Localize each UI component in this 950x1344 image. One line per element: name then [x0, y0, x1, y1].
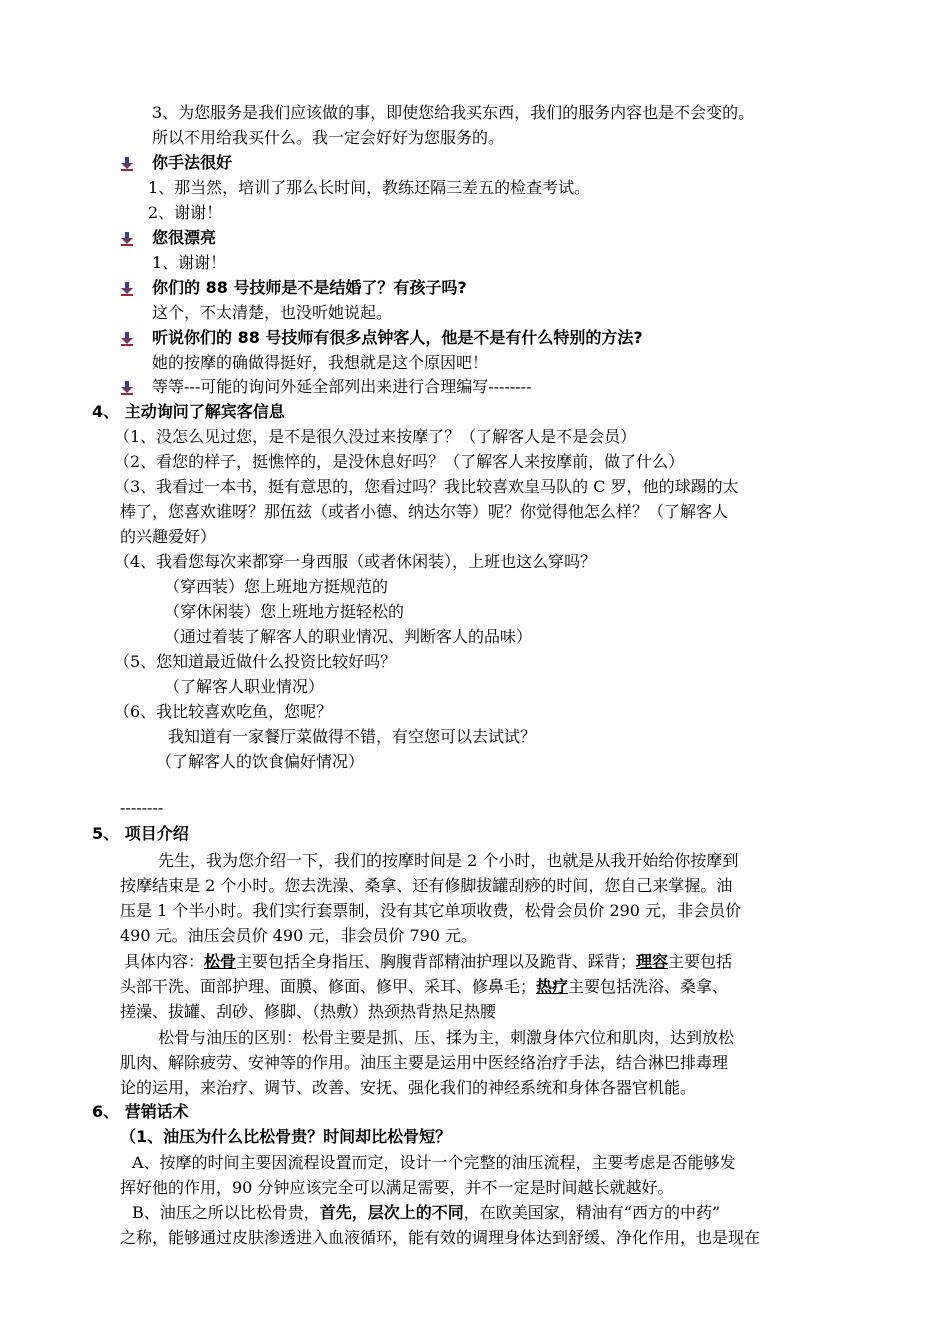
s6-a-line-2: 挥好他的作用，90 分钟应该完全可以满足需要，并不一定是时间越长就越好。 [120, 1178, 674, 1197]
keyword-songgu: 松骨 [204, 952, 237, 971]
s5-p2-text-2: 主要包括 [668, 952, 733, 971]
s4-line-4a: （穿西装）您上班地方挺规范的 [164, 577, 389, 596]
s4-line-3b: 棒了，您喜欢谁呀？那伍兹（或者小德、纳达尔等）呢？你觉得他怎么样？（了解客人 [120, 502, 729, 521]
section-4-heading: 4、 主动询问了解宾客信息 [92, 402, 285, 421]
question-popular: 听说你们的 88 号技师有很多点钟客人，他是不是有什么特别的方法? [152, 328, 643, 347]
s5-p2-line-a [124, 951, 732, 973]
question-skill: 你手法很好 [152, 153, 233, 172]
keyword-reliao: 热疗 [536, 977, 569, 996]
s6-b-line-1 [132, 1202, 720, 1224]
answer-skill-2: 2、谢谢！ [148, 203, 223, 222]
s5-p2b-text: 头部干洗、面部护理、面膜、修面、修甲、采耳、修鼻毛； [120, 977, 537, 996]
s6-sub-1: （1、油压为什么比松骨贵？时间却比松骨短？ [120, 1127, 452, 1146]
s4-dashes: -------- [120, 798, 164, 817]
question-pretty: 您很漂亮 [152, 228, 217, 247]
s5-p1-line-a: 先生，我为您介绍一下，我们的按摩时间是 2 个小时，也就是从我开始给你按摩到 [158, 851, 739, 870]
section-6-heading: 6、 营销话术 [92, 1102, 189, 1121]
answer-3-line-1: 3、为您服务是我们应该做的事，即使您给我买东西，我们的服务内容也是不会变的。 [152, 103, 755, 122]
s4-line-5: （5、您知道最近做什么投资比较好吗？ [114, 652, 397, 671]
answer-3-line-2: 所以不用给我买什么。我一定会好好为您服务的。 [152, 128, 505, 147]
arrow-down-bullet-icon [120, 332, 134, 346]
section-5-heading: 5、 项目介绍 [92, 824, 189, 843]
s4-line-1: （1、没怎么见过您，是不是很久没过来按摩了？（了解客人是不是会员） [114, 427, 637, 446]
s5-p1-line-c: 压是 1 个半小时。我们实行套票制，没有其它单项收费，松骨会员价 290 元，非会员价 [120, 901, 742, 920]
s5-p2-line-b [120, 976, 728, 998]
question-married: 你们的 88 号技师是不是结婚了？有孩子吗? [152, 278, 467, 297]
s5-p3-line-b: 肌肉、解除疲劳、安神等的作用。油压主要是运用中医经络治疗手法，结合淋巴排毒理 [120, 1053, 729, 1072]
answer-skill-1: 1、那当然，培训了那么长时间，教练还隔三差五的检查考试。 [148, 178, 591, 197]
s4-line-4: （4、我看您每次来都穿一身西服（或者休闲装），上班也这么穿吗？ [114, 552, 597, 571]
s6-b-line-2: 之称，能够通过皮肤渗透进入血液循环，能有效的调理身体达到舒缓、净化作用，也是现在 [120, 1228, 761, 1247]
s5-p3-line-a: 松骨与油压的区别：松骨主要是抓、压、揉为主，刺激身体穴位和肌肉，达到放松 [158, 1028, 735, 1047]
arrow-down-bullet-icon [120, 282, 134, 296]
s5-p1-line-b: 按摩结束是 2 个小时。您去洗澡、桑拿、还有修脚拔罐刮痧的时间，您自己来掌握。油 [120, 876, 733, 895]
s4-line-3c: 的兴趣爱好） [120, 527, 217, 546]
s4-line-6: （6、我比较喜欢吃鱼，您呢？ [114, 702, 333, 721]
s5-p1-line-d: 490 元。油压会员价 490 元，非会员价 790 元。 [120, 926, 478, 945]
s4-line-6b: （了解客人的饮食偏好情况） [156, 752, 365, 771]
etc-note: 等等---可能的询问外延全部列出来进行合理编写-------- [152, 377, 532, 396]
arrow-down-bullet-icon [120, 157, 134, 171]
s4-line-2: （2、看您的样子，挺憔悴的，是没休息好吗？（了解客人来按摩前，做了什么） [114, 452, 685, 471]
s4-line-4b: （穿休闲装）您上班地方挺轻松的 [164, 602, 405, 621]
arrow-down-bullet-icon [120, 232, 134, 246]
s5-p2b-text-2: 主要包括洗浴、桑拿、 [568, 977, 729, 996]
answer-popular: 她的按摩的确做得挺好，我想就是这个原因吧！ [152, 353, 489, 372]
s6-b-bold: 首先，层次上的不同 [319, 1203, 464, 1222]
s5-p2-prefix: 具体内容： [124, 952, 205, 971]
answer-married: 这个，不太清楚，也没听她说起。 [152, 303, 393, 322]
s5-p2-text-1: 主要包括全身指压、胸腹背部精油护理以及跪背、踩背； [236, 952, 637, 971]
s6-b-post: ，在欧美国家，精油有“西方的中药” [463, 1203, 721, 1222]
s4-line-4c: （通过着装了解客人的职业情况、判断客人的品味） [164, 627, 533, 646]
s4-line-3a: （3、我看过一本书，挺有意思的，您看过吗？我比较喜欢皇马队的 C 罗，他的球踢的太 [114, 477, 739, 496]
s4-line-5a: （了解客人职业情况） [164, 677, 325, 696]
s4-line-6a: 我知道有一家餐厅菜做得不错，有空您可以去试试？ [168, 727, 537, 746]
keyword-lirong: 理容 [636, 952, 669, 971]
s5-p3-line-c: 论的运用，来治疗、调节、改善、安抚、强化我们的神经系统和身体各器官机能。 [120, 1078, 697, 1097]
s6-a-line-1: A、按摩的时间主要因流程设置而定，设计一个完整的油压流程，主要考虑是否能够发 [132, 1153, 736, 1172]
arrow-down-bullet-icon [120, 381, 134, 395]
s5-p2-line-c: 搓澡、拔罐、刮砂、修脚、（热敷）热颈热背热足热腰 [120, 1002, 497, 1021]
s6-b-pre: B、油压之所以比松骨贵， [132, 1203, 320, 1222]
answer-pretty-1: 1、谢谢！ [152, 253, 227, 272]
